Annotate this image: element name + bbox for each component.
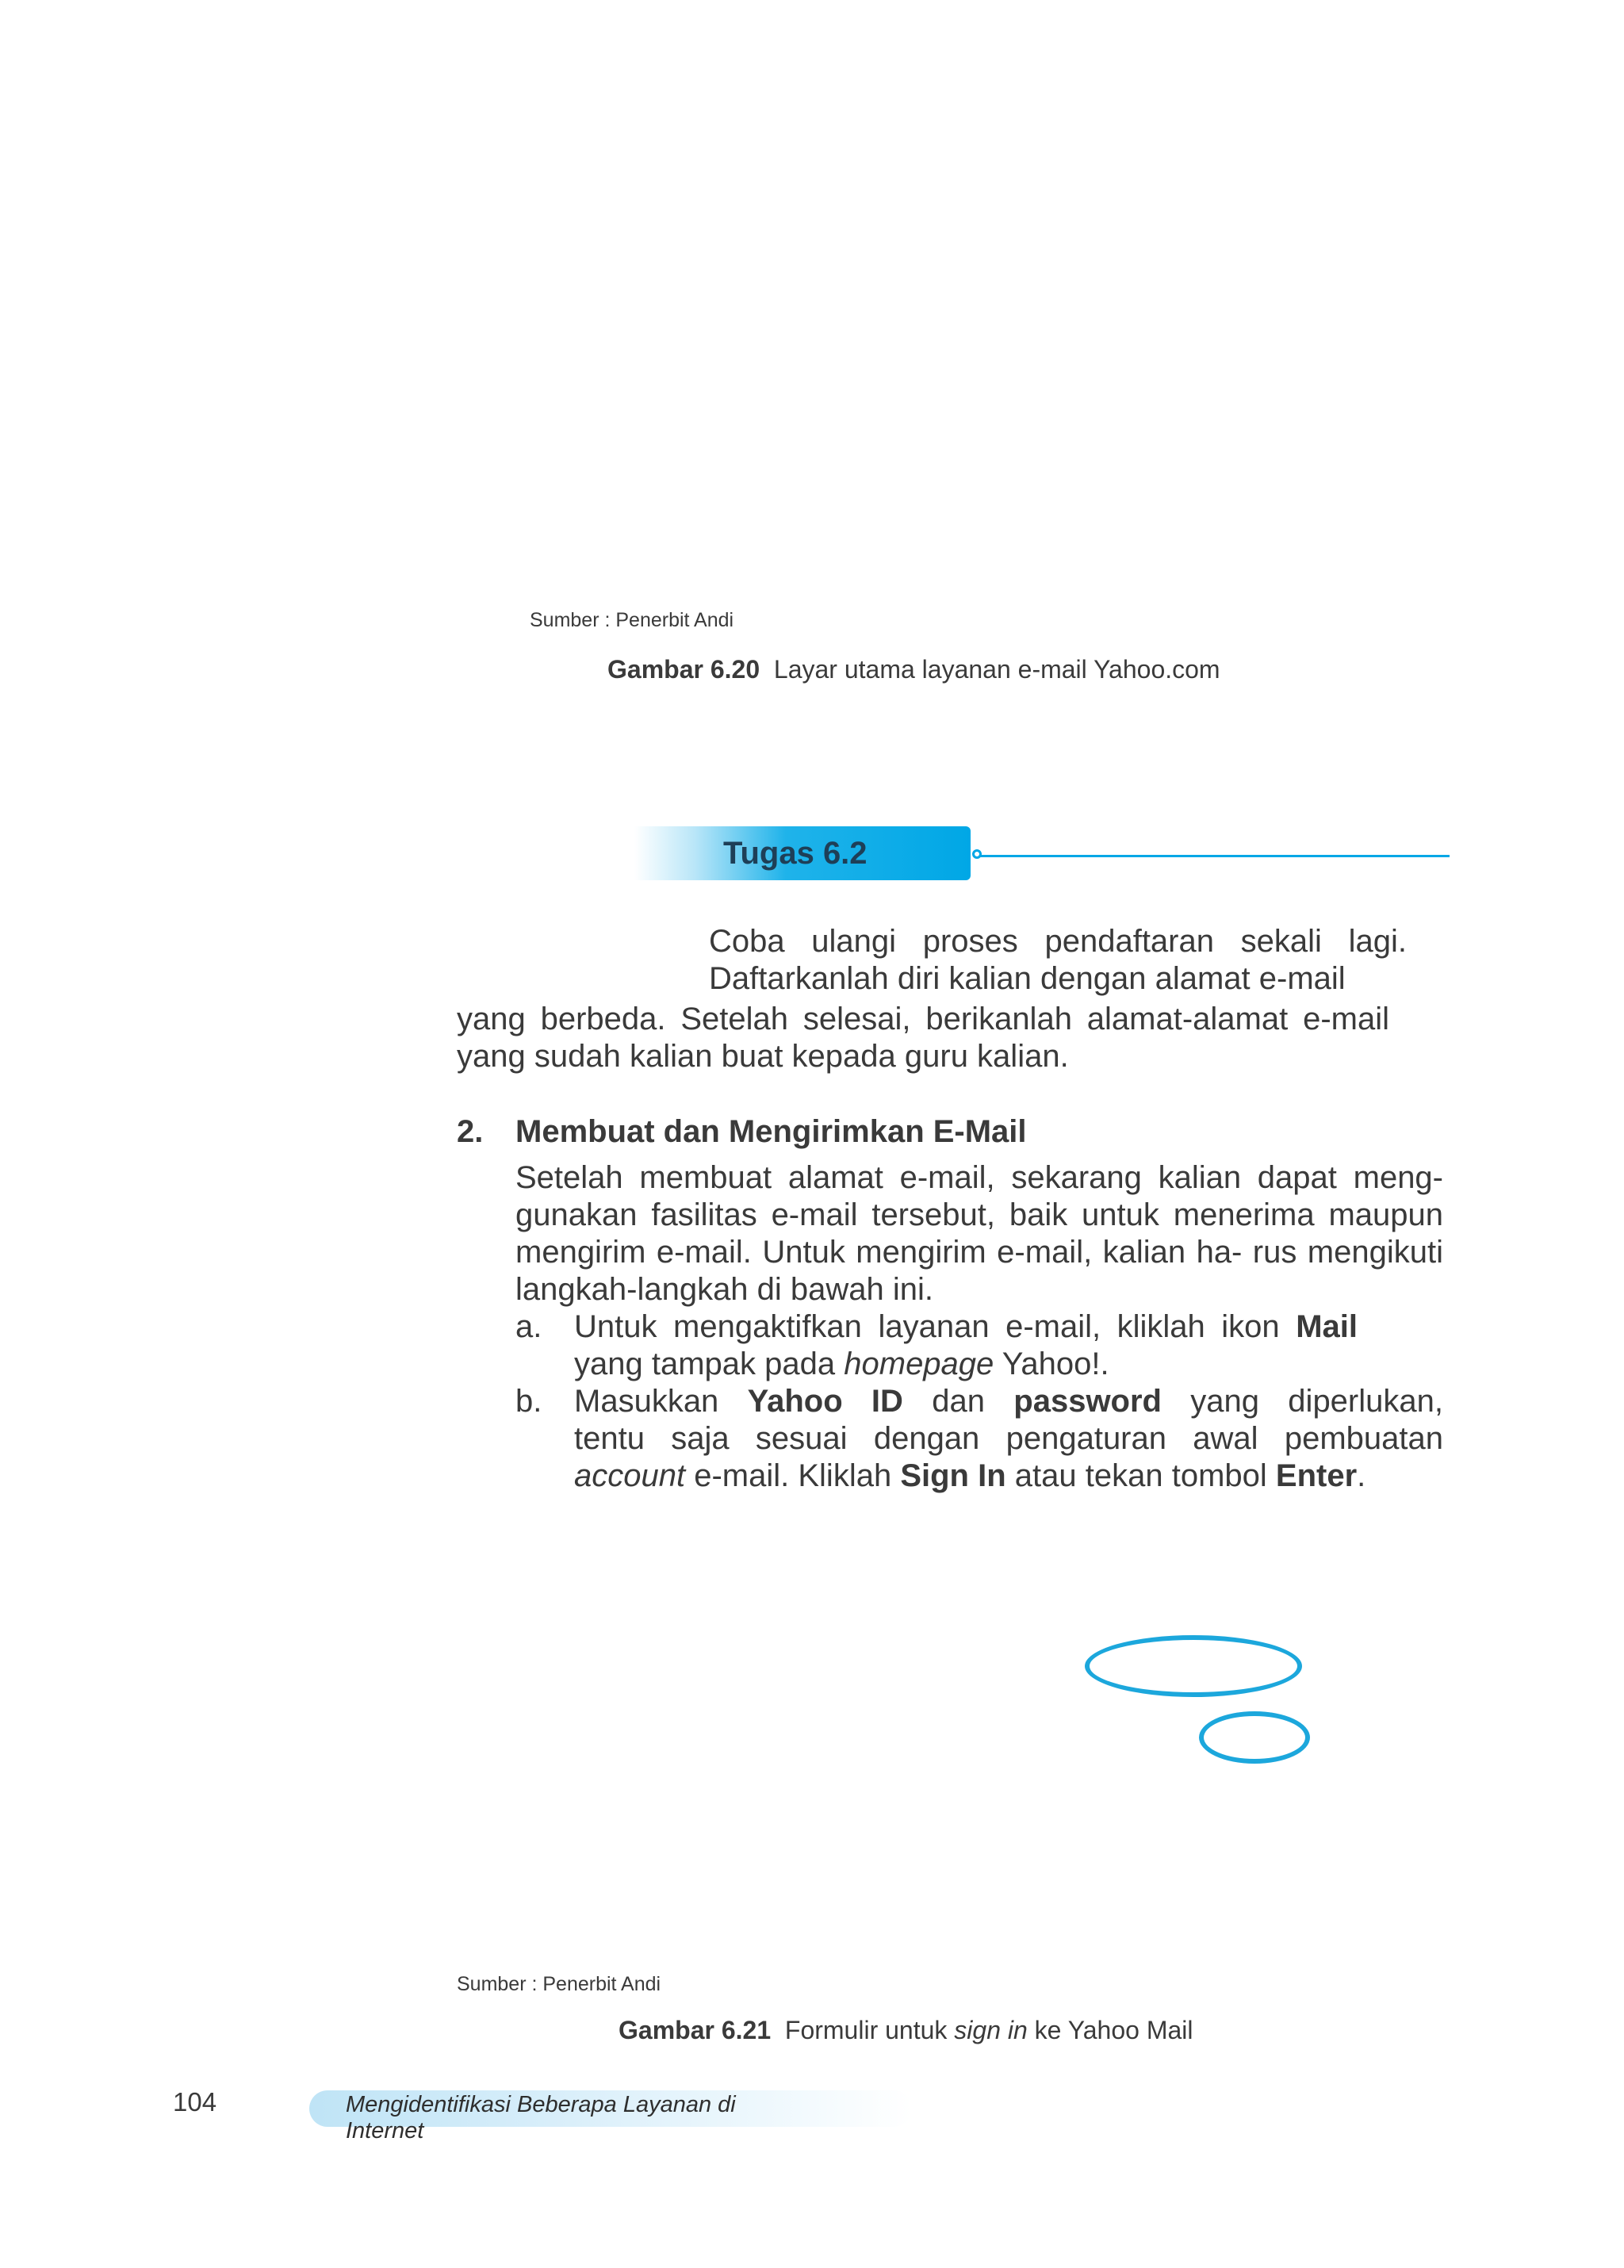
step-b-text: e-mail. Kliklah [694, 1458, 892, 1493]
figure-caption-label: Gambar 6.21 [619, 2016, 772, 2044]
step-b-letter: b. [515, 1384, 542, 1419]
section-title: Membuat dan Mengirimkan E-Mail [515, 1114, 1027, 1149]
task-text-line: Daftarkanlah diri kalian dengan alamat e-mail [709, 961, 1346, 996]
task-text-line: yang berbeda. Setelah selesai, berikanlah alamat-alamat e-mail [457, 1002, 1389, 1036]
step-b-text: dan [932, 1384, 985, 1419]
step-a-text: Yahoo!. [1002, 1347, 1109, 1381]
highlight-oval-small [1199, 1711, 1310, 1764]
task-rule-dot [972, 849, 982, 859]
section-number: 2. [457, 1114, 484, 1149]
page-number: 104 [173, 2087, 217, 2117]
section-paragraph-line: gunakan fasilitas e-mail tersebut, baik untuk menerima maupun [515, 1197, 1443, 1232]
step-a-italic: homepage [844, 1347, 994, 1381]
step-a-bold: Mail [1296, 1309, 1358, 1344]
step-b-bold: password [1013, 1384, 1162, 1419]
step-b-line [574, 1458, 1443, 1495]
highlight-oval-large [1085, 1635, 1302, 1697]
step-a-text: Untuk mengaktifkan layanan e-mail, kliklah ikon [574, 1309, 1280, 1344]
figure-caption-text: ke Yahoo Mail [1034, 2016, 1193, 2044]
section-paragraph-line: mengirim e-mail. Untuk mengirim e-mail, kalian ha- rus mengikuti [515, 1235, 1443, 1270]
step-b-bold: Enter [1275, 1458, 1358, 1493]
step-b-line [574, 1383, 1443, 1420]
task-rule-line [974, 855, 1450, 857]
step-b-text: atau tekan tombol [1014, 1458, 1267, 1493]
step-b-text: yang diperlukan, [1190, 1384, 1443, 1419]
task-text-line: yang sudah kalian buat kepada guru kalian. [457, 1039, 1069, 1074]
chapter-title: Mengidentifikasi Beberapa Layanan di Internet [346, 2092, 736, 2143]
figure-caption-text: Layar utama layanan e-mail Yahoo.com [773, 655, 1220, 684]
figure-source: Sumber : Penerbit Andi [530, 609, 734, 631]
step-b-italic: account [574, 1458, 686, 1493]
figure-caption-text: Formulir untuk [784, 2016, 948, 2044]
task-text-line: Coba ulangi proses pendaftaran sekali lagi. [709, 924, 1407, 959]
figure-caption-label: Gambar 6.20 [607, 655, 760, 684]
section-paragraph-line: Setelah membuat alamat e-mail, sekarang kalian dapat meng- [515, 1160, 1443, 1195]
step-a-letter: a. [515, 1309, 542, 1344]
step-b-bold: Sign In [900, 1458, 1006, 1493]
task-title: Tugas 6.2 [723, 836, 868, 871]
figure-caption [607, 655, 1220, 684]
step-a-line [574, 1308, 1358, 1346]
figure-caption [619, 2016, 1193, 2045]
figure-source: Sumber : Penerbit Andi [457, 1973, 661, 1995]
step-b-text: Masukkan [574, 1384, 719, 1419]
step-b-line: tentu saja sesuai dengan pengaturan awal pembuatan [574, 1421, 1443, 1456]
figure-caption-italic: sign in [954, 2016, 1028, 2044]
step-b-text: . [1357, 1458, 1366, 1493]
step-a-text: yang tampak pada [574, 1347, 836, 1381]
step-a-line [574, 1346, 1358, 1383]
step-b-bold: Yahoo ID [747, 1384, 903, 1419]
section-paragraph-line: langkah-langkah di bawah ini. [515, 1272, 934, 1307]
